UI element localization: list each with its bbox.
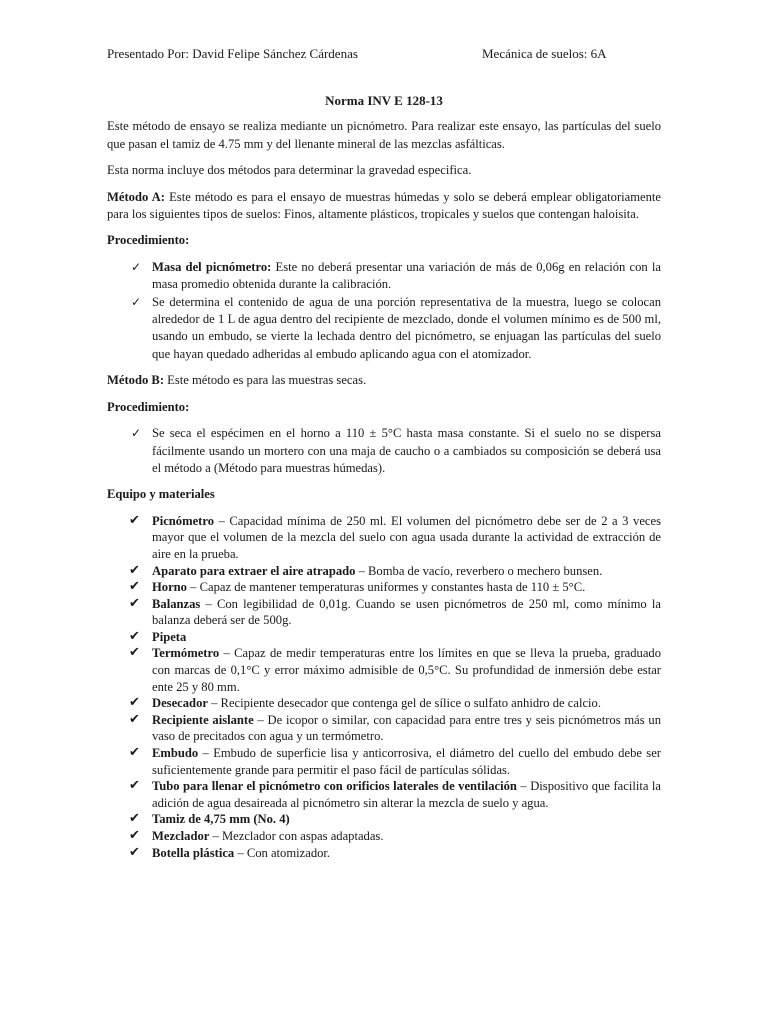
metodo-b-text: Este método es para las muestras secas. [164,373,367,388]
item-label: Pipeta [152,629,187,644]
item-text: Se determina el contenido de agua de una porción representativa de la muestra, luego se colocan alrededor de 1 L de agua dentro del recipiente de mezclado, donde el volumen mínimo es de 500 ml, usando un embudo, se vierte la lechada dentro del picnómetro, se enjuagan las partículas del suelo que hayan quedado adheridas al embudo aplicando agua con el atomizador. [152,294,661,361]
procedimiento-b-list [107,425,661,477]
author-line: Presentado Por: David Felipe Sánchez Cárdenas [107,46,358,61]
intro-paragraph-2: Esta norma incluye dos métodos para determinar la gravedad especifica. [107,163,472,178]
item-text: – De icopor o similar, con capacidad para entre tres y seis picnómetros más un vaso de precitados con agua y un termómetro. [152,712,661,744]
list-item [107,563,661,580]
check-icon: ✔ [129,695,140,711]
item-text: Este no deberá presentar una variación de más de 0,06g en relación con la masa promedio obtenida durante la calibración. [152,259,661,292]
item-text: – Capacidad mínima de 250 ml. El volumen del picnómetro debe ser de 2 a 3 veces mayor que el volumen de la mezcla del suelo con agua usada durante la actividad de extracción de aire en la prueba. [152,513,661,561]
check-icon: ✓ [131,259,142,274]
item-text: – Mezclador con aspas adaptadas. [209,829,384,843]
item-text: – Con legibilidad de 0,01g. Cuando se usen picnómetros de 250 ml, como mínimo la balanza deberá ser de 500g. [152,596,661,628]
list-item [107,778,661,811]
item-text: Se seca el espécimen en el horno a 110 ± 5°C hasta masa constante. Si el suelo no se dispersa fácilmente usando un mortero con una maja de caucho o a cambiados su composición se deberá usa el método a (Método para muestras húmedas). [152,426,661,475]
item-label: Desecador [152,696,208,711]
item-label: Botella plástica [152,845,235,860]
item-label: Embudo [152,746,199,761]
metodo-b-paragraph [107,372,661,389]
item-text: – Capaz de medir temperaturas entre los límites en que se lleva la prueba, graduado con marcas de 0,1°C y error máximo admisible de 0,5°C. Su profundidad de inmersión debe estar ente 25 y 80 mm. [152,646,661,694]
list-item [107,845,661,862]
list-item [107,695,661,712]
list-item [107,645,661,695]
list-item [107,579,661,596]
item-label: Picnómetro [152,513,215,528]
list-item [107,294,661,364]
course-line: Mecánica de suelos: 6A [482,46,607,61]
check-icon: ✔ [129,645,140,661]
document-body [107,92,661,870]
document-title: Norma INV E 128-13 [325,93,443,108]
item-text: – Capaz de mantener temperaturas uniformes y constantes hasta de 110 ± 5°C. [186,580,586,595]
procedimiento-a-list [107,259,661,363]
check-icon: ✔ [129,844,140,860]
check-icon: ✔ [129,711,140,727]
item-label: Horno [152,580,187,595]
metodo-a-text: Este método es para el ensayo de muestras húmedas y solo se deberá emplear obligatoriamente para los siguientes tipos de suelos: Finos, altamente plásticos, tropicales y suelos que contengan haloisita. [107,189,662,222]
list-item [107,811,661,828]
check-icon: ✔ [129,562,140,578]
item-label: Masa del picnómetro: [152,259,272,274]
item-text: – Recipiente desecador que contenga gel de sílice o sulfato anhidro de calcio. [207,696,602,711]
check-icon: ✔ [129,579,140,595]
procedimiento-a-heading: Procedimiento: [107,233,190,248]
item-label: Termómetro [152,646,220,661]
check-icon: ✓ [131,426,142,441]
metodo-a-paragraph [107,189,661,224]
item-label: Balanzas [152,596,201,611]
list-item [107,596,661,629]
equipo-heading: Equipo y materiales [107,487,215,502]
item-label: Aparato para extraer el aire atrapado [152,563,356,578]
check-icon: ✔ [129,512,140,528]
check-icon: ✔ [129,595,140,611]
list-item [107,513,661,563]
check-icon: ✔ [129,811,140,827]
procedimiento-b-heading: Procedimiento: [107,399,190,414]
list-item [107,425,661,477]
list-item [107,259,661,294]
item-label: Tamiz de 4,75 mm (No. 4) [152,812,290,827]
check-icon: ✓ [131,294,142,309]
intro-paragraph-1: Este método de ensayo se realiza mediante un picnómetro. Para realizar este ensayo, las partículas del suelo que pasan el tamiz de 4.75 mm y del llenante mineral de las mezclas asfálticas. [107,119,661,151]
list-item [107,745,661,778]
metodo-b-label: Método B: [107,373,165,388]
item-label: Recipiente aislante [152,712,254,727]
list-item [107,828,661,845]
check-icon: ✔ [129,778,140,794]
item-label: Mezclador [152,829,210,843]
list-item [107,712,661,745]
check-icon: ✔ [129,828,140,843]
check-icon: ✔ [129,628,140,644]
item-text: – Con atomizador. [234,845,331,860]
equipo-list [107,513,661,861]
item-label: Tubo para llenar el picnómetro con orificios laterales de ventilación [152,779,517,794]
check-icon: ✔ [129,745,140,761]
item-text: – Bomba de vacío, reverbero o mechero bunsen. [355,563,603,578]
item-text: – Dispositivo que facilita la adición de agua desaireada al picnómetro sin alterar la mezcla de suelo y agua. [152,779,661,810]
list-item [107,629,661,646]
metodo-a-label: Método A: [107,189,165,204]
item-text: – Embudo de superficie lisa y anticorrosiva, el diámetro del cuello del embudo debe ser suficientemente grande para permitir el paso fácil de partículas sólidas. [152,746,661,777]
